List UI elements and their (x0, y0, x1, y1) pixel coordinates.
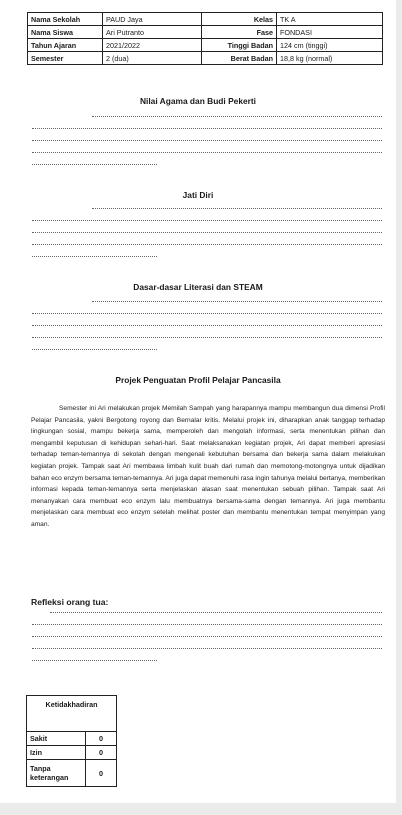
info-row (28, 52, 383, 65)
info-label: Nama Siswa (28, 26, 103, 39)
absence-row (27, 760, 117, 787)
info-label: Tahun Ajaran (28, 39, 103, 52)
fill-lines-literasi (32, 295, 382, 350)
info-value: FONDASI (277, 26, 383, 39)
info-value: PAUD Jaya (103, 13, 202, 26)
absence-label: Tanpa keterangan (27, 760, 86, 787)
info-value: TK A (277, 13, 383, 26)
projek-description: Semester ini Ari melakukan projek Memilah Sampah yang harapannya mampu membangun dua dimensi Profil Pelajar Pancasila, yakni Bergotong royong dan Bernalar kritis. Melalui projek ini, diharapkan anak tanggap terhadap lingkungan sosial, mampu bekerja sama, memperoleh dan mengolah informasi, serta menentukan pilihan dan mengambil keputusan di kehidupan sehari-hari. Saat melaksanakan kegiatan projek, Ari dapat memberi apresiasi terhadap teman-temannya di sekolah dengan mengenali kebutuhan bersama dan bekerja sama dalam melakukan kegiatan projek. Tampak saat Ari membawa limbah kulit buah dari rumah dan memotong-motongnya untuk dijadikan bahan eco enzym bersama teman-temannya. Ari juga dapat memenuhi rasa ingin tahunya melalui bertanya, memberikan informasi kepada teman-temannya serta menjelaskan alasan saat menentukan sebuah pilihan. Tampak saat Ari menanyakan cara membuat eco enzym lalu membuatnya bersama-sama dengan temannya. Ari juga membantu menjelaskan cara membuat eco enzym setelah melihat poster dan membantu menentukan tempat menyimpan yang aman. (31, 405, 385, 528)
section-title-projek: Projek Penguatan Profil Pelajar Pancasila (115, 375, 281, 385)
absence-value: 0 (86, 746, 117, 760)
absence-value: 0 (86, 732, 117, 746)
info-value: 2021/2022 (103, 39, 202, 52)
info-label: Fase (202, 26, 277, 39)
student-info-table (27, 12, 383, 65)
fill-lines-jati-diri (32, 202, 382, 257)
info-value: 124 cm (tinggi) (277, 39, 383, 52)
info-label: Tinggi Badan (202, 39, 277, 52)
absence-value: 0 (86, 760, 117, 787)
info-label: Nama Sekolah (28, 13, 103, 26)
fill-lines-agama (32, 110, 382, 165)
section-title-literasi: Dasar-dasar Literasi dan STEAM (133, 282, 263, 292)
info-row (28, 13, 383, 26)
section-title-agama: Nilai Agama dan Budi Pekerti (139, 96, 257, 106)
info-row (28, 39, 383, 52)
info-label: Semester (28, 52, 103, 65)
fill-lines-reflection (32, 608, 382, 661)
info-value: 18,8 kg (normal) (277, 52, 383, 65)
absence-header: Ketidakhadiran (27, 696, 117, 732)
parent-reflection-label: Refleksi orang tua: (31, 597, 109, 607)
absence-label: Izin (27, 746, 86, 760)
section-title-jati-diri: Jati Diri (182, 190, 214, 200)
absence-row (27, 732, 117, 746)
absence-header-row (27, 696, 117, 732)
info-value: Ari Putranto (103, 26, 202, 39)
absence-row (27, 746, 117, 760)
info-label: Kelas (202, 13, 277, 26)
info-label: Berat Badan (202, 52, 277, 65)
info-row (28, 26, 383, 39)
info-value: 2 (dua) (103, 52, 202, 65)
absence-label: Sakit (27, 732, 86, 746)
absence-table (26, 695, 117, 787)
